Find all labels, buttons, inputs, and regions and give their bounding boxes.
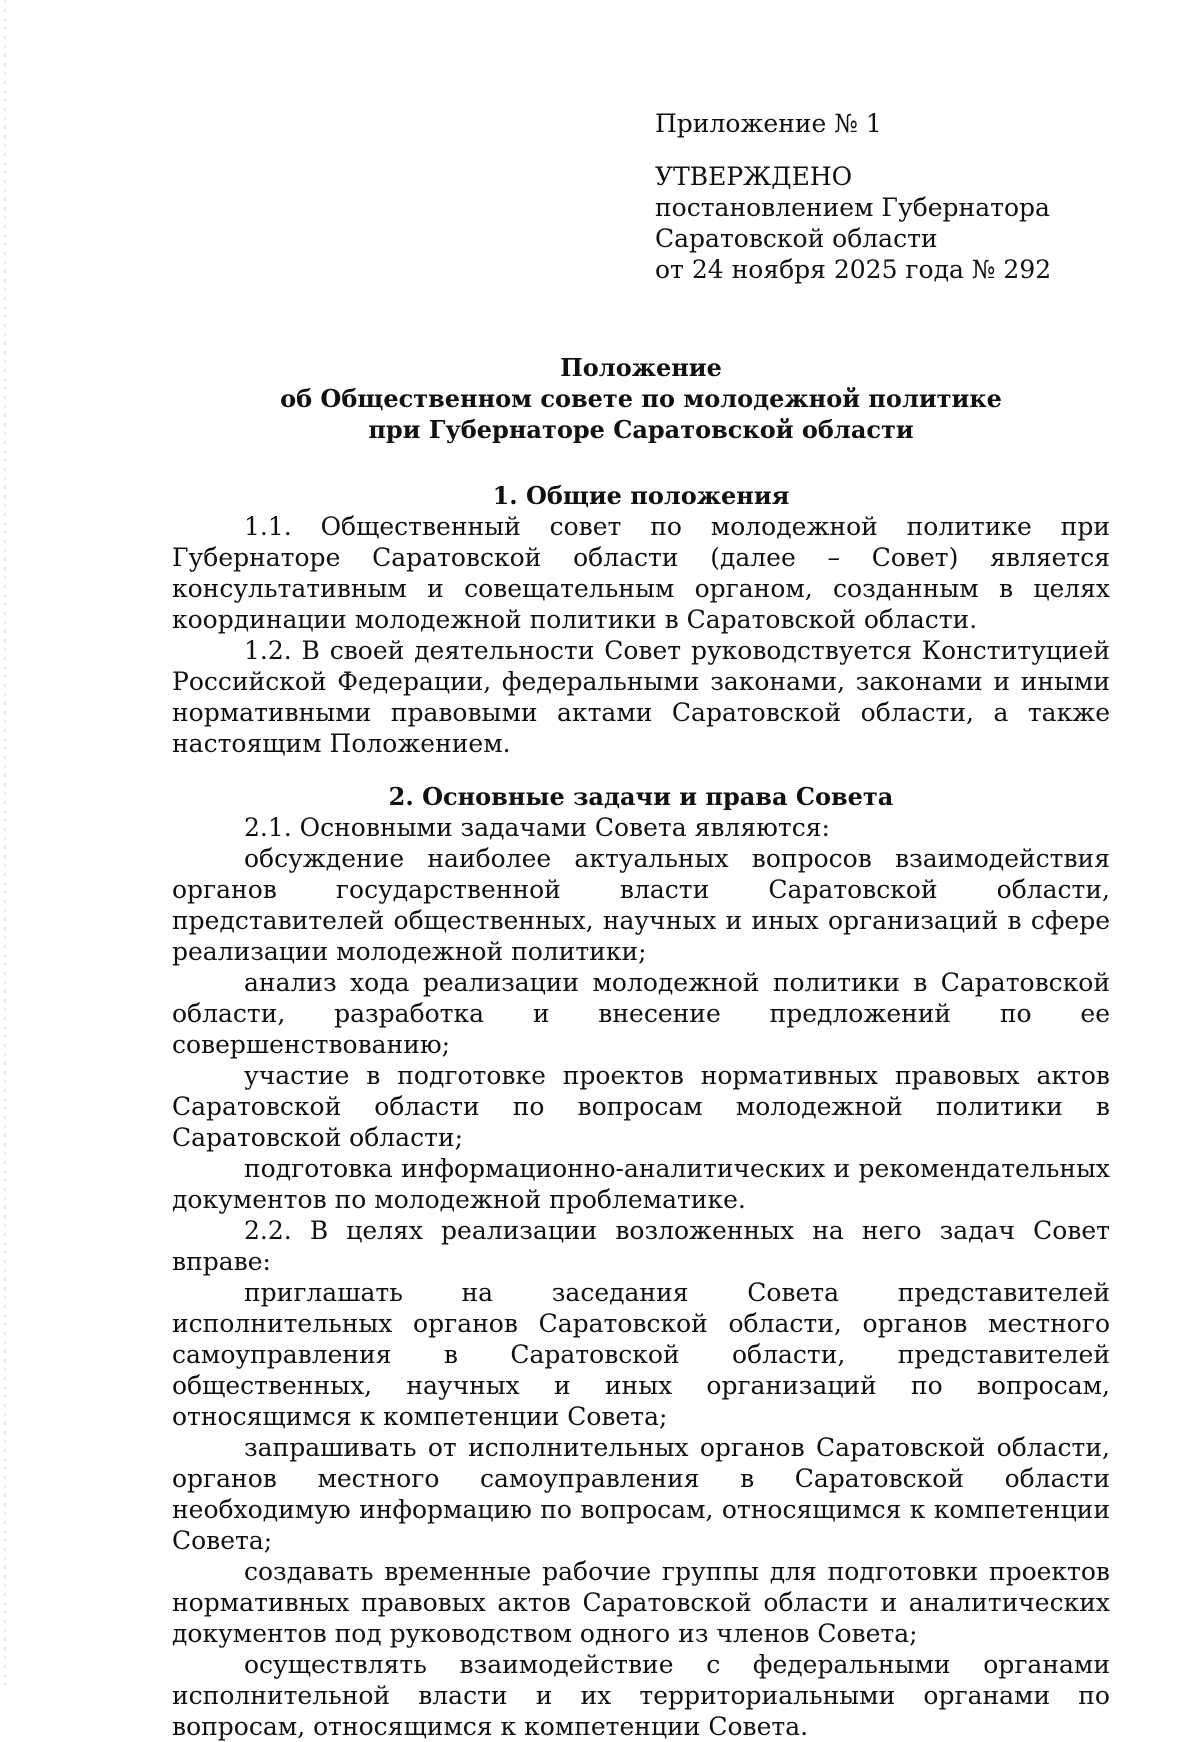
section-1-heading: 1. Общие положения: [492, 481, 790, 510]
appendix-label: Приложение № 1: [655, 109, 882, 138]
approved-label: УТВЕРЖДЕНО: [655, 162, 853, 191]
approval-spacer: [655, 139, 1095, 161]
title-line-3: при Губернаторе Саратовской области: [368, 415, 914, 444]
list-item: создавать временные рабочие группы для подготовки проектов нормативных правовых актов Саратовской области и аналитических документов под руководством одного из членов Совета;: [172, 1557, 1110, 1648]
document-title: [172, 352, 1110, 445]
scan-edge-mark: [4, 0, 6, 1686]
list-item: участие в подготовке проектов нормативных правовых актов Саратовской области по вопросам молодежной политики в Саратовской области;: [172, 1061, 1110, 1152]
document-body: [172, 480, 1110, 1742]
list-item: подготовка информационно-аналитических и рекомендательных документов по молодежной проблематике.: [172, 1154, 1110, 1214]
paragraph-1-2: 1.2. В своей деятельности Совет руководствуется Конституцией Российской Федерации, федеральными законами, законами и иными нормативными правовыми актами Саратовской области, а также настоящим Положением.: [172, 636, 1110, 758]
approval-line-1: постановлением Губернатора: [655, 193, 1050, 222]
list-item: осуществлять взаимодействие с федеральными органами исполнительной власти и их территориальными органами по вопросам, относящимся к компетенции Совета.: [172, 1650, 1110, 1741]
list-item: приглашать на заседания Совета представителей исполнительных органов Саратовской области, органов местного самоуправления в Саратовской области, представителей общественных, научных и иных организаций по вопросам, относящимся к компетенции Совета;: [172, 1278, 1110, 1431]
paragraph-2-1: 2.1. Основными задачами Совета являются:: [244, 813, 830, 842]
title-line-1: Положение: [560, 353, 722, 382]
list-item: запрашивать от исполнительных органов Саратовской области, органов местного самоуправления в Саратовской области необходимую информацию по вопросам, относящимся к компетенции Совета;: [172, 1433, 1110, 1555]
title-line-2: об Общественном совете по молодежной политике: [280, 384, 1002, 413]
paragraph-1-1: 1.1. Общественный совет по молодежной политике при Губернаторе Саратовской области (далее – Совет) является консультативным и совещательным органом, созданным в целях координации молодежной политики в Саратовской области.: [172, 512, 1110, 634]
approval-line-2: Саратовской области: [655, 224, 938, 253]
approval-stamp-block: [655, 108, 1095, 285]
list-item: анализ хода реализации молодежной политики в Саратовской области, разработка и внесение предложений по ее совершенствованию;: [172, 968, 1110, 1059]
section-2-heading: 2. Основные задачи и права Совета: [388, 782, 894, 811]
paragraph-2-2: 2.2. В целях реализации возложенных на него задач Совет вправе:: [172, 1216, 1110, 1276]
approval-line-3: от 24 ноября 2025 года № 292: [655, 255, 1052, 284]
list-item: обсуждение наиболее актуальных вопросов взаимодействия органов государственной власти Саратовской области, представителей общественных, научных и иных организаций в сфере реализации молодежной политики;: [172, 844, 1110, 966]
